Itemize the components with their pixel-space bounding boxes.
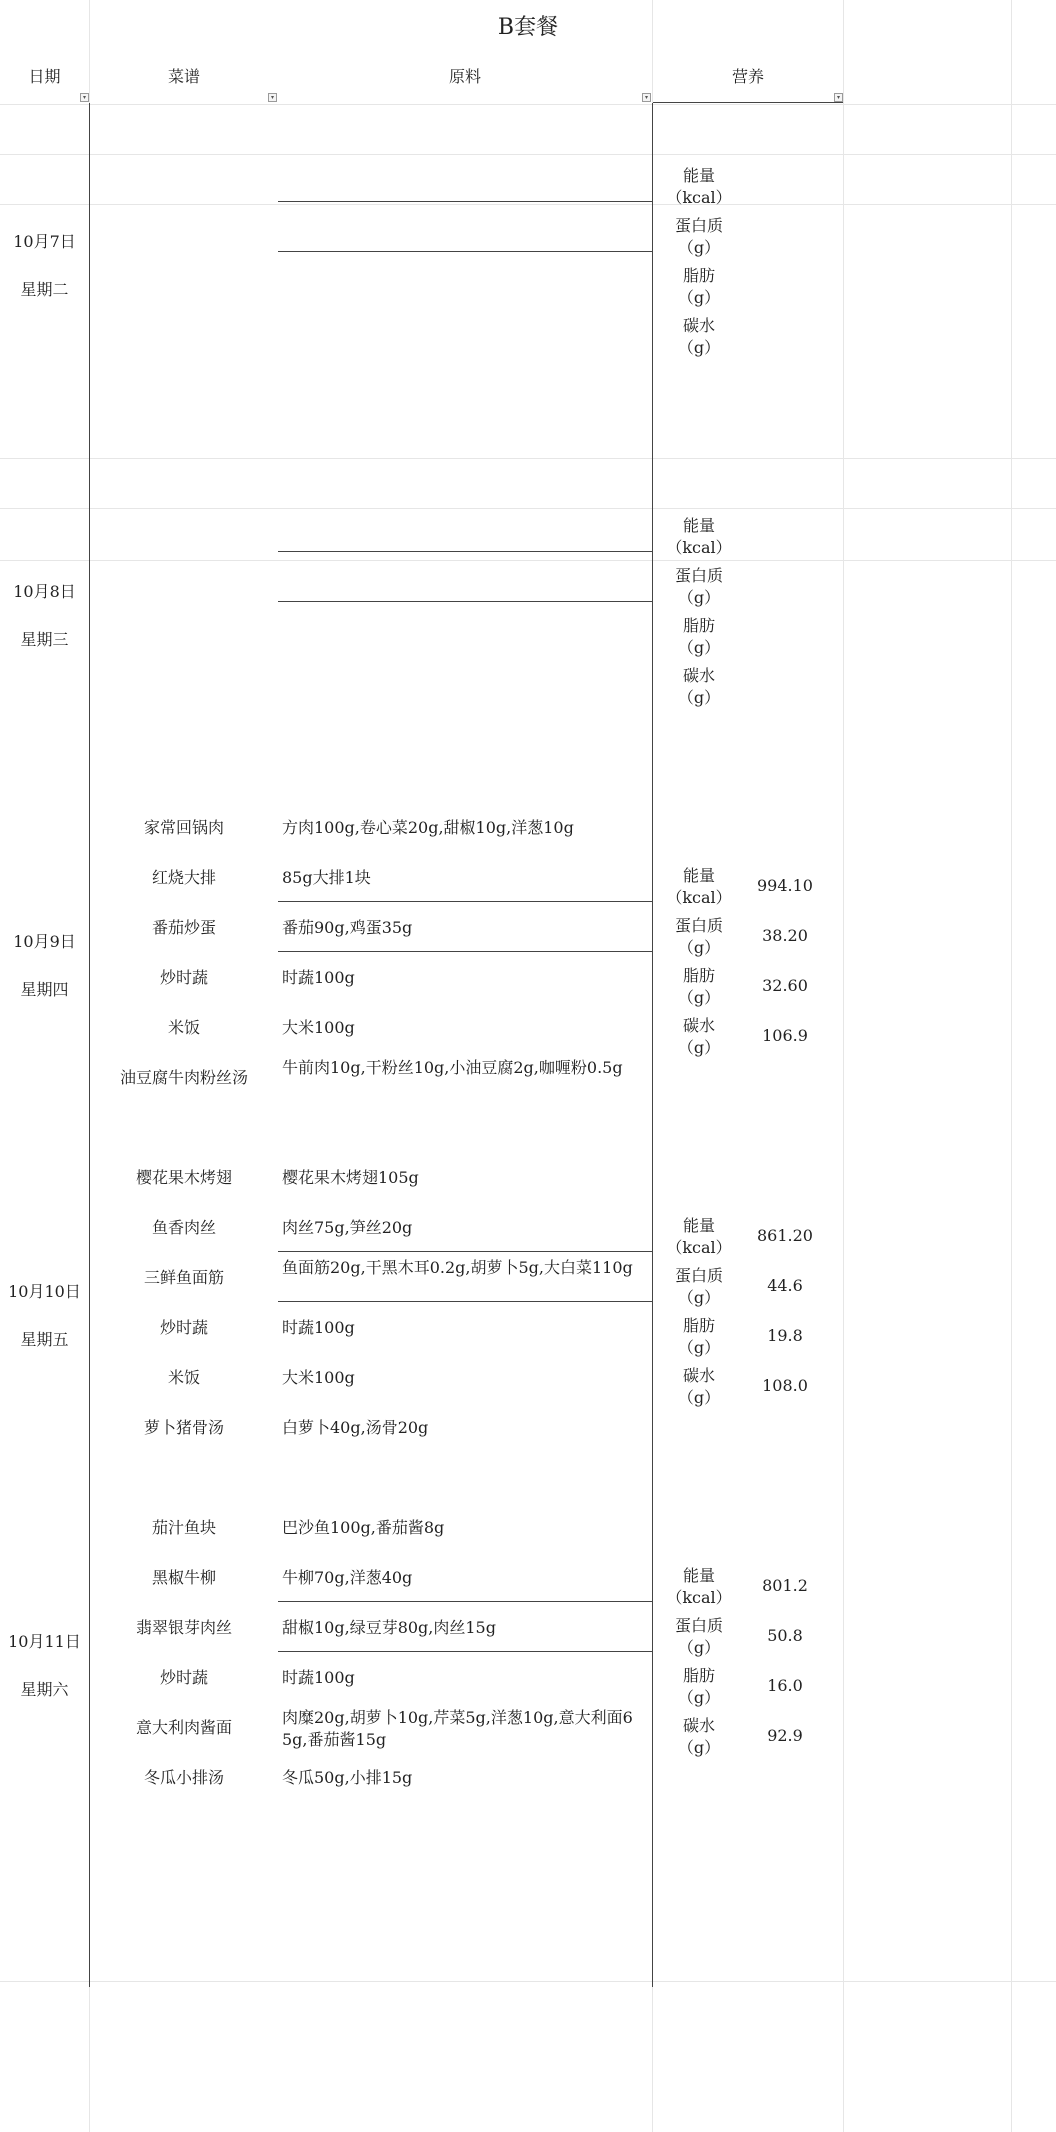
nutrition-unit: （g） — [677, 588, 721, 607]
header-date: 日期 — [28, 67, 61, 86]
dish-name: 家常回锅肉 — [143, 818, 224, 837]
nutrition-value-protein: 44.6 — [767, 1276, 803, 1295]
dish-ingredients: 时蔬100g — [282, 1668, 355, 1687]
row-divider — [278, 1301, 652, 1302]
nutrition-value-protein: 38.20 — [762, 926, 808, 945]
dish-ingredients: 时蔬100g — [282, 968, 355, 987]
header-nutrition: 营养 — [731, 67, 764, 86]
nutrition-label-fat: 脂肪 — [682, 1316, 715, 1335]
dish-name: 鱼香肉丝 — [151, 1218, 216, 1237]
dish-name: 樱花果木烤翅 — [135, 1168, 232, 1187]
weekday-label: 星期三 — [20, 630, 69, 649]
dish-ingredients: 时蔬100g — [282, 1318, 355, 1337]
nutrition-label-carbs: 碳水 — [682, 1366, 715, 1385]
nutrition-unit: （g） — [677, 238, 721, 257]
nutrition-value-protein: 50.8 — [767, 1626, 803, 1645]
nutrition-value-carbs: 106.9 — [762, 1026, 808, 1045]
nutrition-unit: （g） — [677, 988, 721, 1007]
date-label: 10月10日 — [8, 1282, 81, 1301]
nutrition-unit: （g） — [677, 288, 721, 307]
dish-name: 翡翠银芽肉丝 — [135, 1618, 232, 1637]
dish-name: 意大利肉酱面 — [135, 1718, 232, 1737]
dish-name: 炒时蔬 — [159, 1668, 208, 1687]
dish-ingredients: 白萝卜40g,汤骨20g — [282, 1418, 429, 1437]
row-divider — [278, 251, 652, 252]
dish-name: 茄汁鱼块 — [151, 1518, 216, 1537]
nutrition-label-protein: 蛋白质 — [674, 1616, 723, 1635]
grid-line — [0, 1981, 1056, 1982]
nutrition-label-carbs: 碳水 — [682, 666, 715, 685]
grid-line — [0, 560, 1056, 561]
dish-name: 三鲜鱼面筋 — [143, 1268, 224, 1287]
nutrition-unit: （kcal） — [666, 538, 732, 557]
dish-name: 炒时蔬 — [159, 968, 208, 987]
nutrition-label-protein: 蛋白质 — [674, 916, 723, 935]
row-divider — [278, 601, 652, 602]
nutrition-value-carbs: 92.9 — [767, 1726, 803, 1745]
nutrition-unit: （g） — [677, 1038, 721, 1057]
nutrition-label-energy: 能量 — [682, 866, 715, 885]
grid-line — [0, 204, 1056, 205]
dish-ingredients: 牛前肉10g,干粉丝10g,小油豆腐2g,咖喱粉0.5g — [282, 1058, 623, 1077]
row-divider — [278, 201, 652, 202]
dish-name: 红烧大排 — [151, 868, 216, 887]
dish-ingredients: 牛柳70g,洋葱40g — [282, 1568, 413, 1587]
dish-ingredients: 番茄90g,鸡蛋35g — [282, 918, 413, 937]
filter-dropdown-icon[interactable]: ▾ — [80, 93, 89, 102]
header-menu: 菜谱 — [167, 67, 200, 86]
nutrition-value-fat: 16.0 — [767, 1676, 803, 1695]
nutrition-label-fat: 脂肪 — [682, 966, 715, 985]
column-divider — [89, 103, 90, 453]
nutrition-label-protein: 蛋白质 — [674, 1266, 723, 1285]
nutrition-label-fat: 脂肪 — [682, 1666, 715, 1685]
nutrition-unit: （kcal） — [666, 1588, 732, 1607]
nutrition-unit: （g） — [677, 1338, 721, 1357]
date-label: 10月9日 — [13, 932, 76, 951]
nutrition-value-fat: 32.60 — [762, 976, 808, 995]
nutrition-label-carbs: 碳水 — [682, 1016, 715, 1035]
nutrition-unit: （g） — [677, 938, 721, 957]
nutrition-unit: （g） — [677, 1738, 721, 1757]
grid-line — [0, 508, 1056, 509]
nutrition-label-protein: 蛋白质 — [674, 566, 723, 585]
grid-line — [0, 154, 1056, 155]
nutrition-value-carbs: 108.0 — [762, 1376, 808, 1395]
filter-dropdown-icon[interactable]: ▾ — [834, 93, 843, 102]
date-label: 10月8日 — [13, 582, 76, 601]
dish-name: 炒时蔬 — [159, 1318, 208, 1337]
filter-dropdown-icon[interactable]: ▾ — [268, 93, 277, 102]
dish-ingredients: 鱼面筋20g,干黑木耳0.2g,胡萝卜5g,大白菜110g — [282, 1258, 633, 1277]
grid-line — [1011, 0, 1012, 2132]
grid-line — [0, 104, 1056, 105]
nutrition-unit: （g） — [677, 638, 721, 657]
nutrition-unit: （g） — [677, 1288, 721, 1307]
nutrition-value-energy: 994.10 — [757, 876, 813, 895]
nutrition-label-carbs: 碳水 — [682, 1716, 715, 1735]
nutrition-unit: （g） — [677, 1388, 721, 1407]
header-ingredients: 原料 — [448, 67, 481, 86]
nutrition-unit: （g） — [677, 1638, 721, 1657]
nutrition-label-fat: 脂肪 — [682, 266, 715, 285]
nutrition-label-protein: 蛋白质 — [674, 216, 723, 235]
row-divider — [278, 551, 652, 552]
nutrition-unit: （kcal） — [666, 1238, 732, 1257]
column-divider — [89, 1853, 90, 1987]
nutrition-label-carbs: 碳水 — [682, 316, 715, 335]
dish-name: 番茄炒蛋 — [151, 918, 216, 937]
dish-name: 油豆腐牛肉粉丝汤 — [119, 1068, 248, 1087]
header-divider — [653, 102, 843, 103]
nutrition-unit: （kcal） — [666, 888, 732, 907]
weekday-label: 星期二 — [20, 280, 69, 299]
dish-name: 米饭 — [167, 1018, 200, 1037]
nutrition-label-fat: 脂肪 — [682, 616, 715, 635]
dish-ingredients: 方肉100g,卷心菜20g,甜椒10g,洋葱10g — [282, 818, 574, 837]
weekday-label: 星期六 — [20, 1680, 69, 1699]
nutrition-unit: （g） — [677, 688, 721, 707]
nutrition-unit: （g） — [677, 338, 721, 357]
dish-name: 黑椒牛柳 — [151, 1568, 216, 1587]
weekday-label: 星期四 — [20, 980, 69, 999]
page-title: B套餐 — [497, 15, 559, 40]
nutrition-value-energy: 861.20 — [757, 1226, 813, 1245]
nutrition-value-energy: 801.2 — [762, 1576, 808, 1595]
dish-ingredients: 大米100g — [282, 1018, 355, 1037]
date-label: 10月11日 — [8, 1632, 81, 1651]
dish-ingredients: 樱花果木烤翅105g — [282, 1168, 419, 1187]
dish-ingredients: 肉丝75g,笋丝20g — [282, 1218, 413, 1237]
dish-ingredients: 甜椒10g,绿豆芽80g,肉丝15g — [282, 1618, 496, 1637]
nutrition-unit: （kcal） — [666, 188, 732, 207]
weekday-label: 星期五 — [20, 1330, 69, 1349]
nutrition-label-energy: 能量 — [682, 1216, 715, 1235]
nutrition-label-energy: 能量 — [682, 516, 715, 535]
dish-ingredients: 肉糜20g,胡萝卜10g,芹菜5g,洋葱10g,意大利面65g,番茄酱15g — [282, 1708, 633, 1749]
column-divider — [652, 1853, 653, 1987]
dish-name: 米饭 — [167, 1368, 200, 1387]
dish-ingredients: 85g大排1块 — [282, 868, 371, 887]
column-divider — [89, 453, 90, 803]
dish-name: 冬瓜小排汤 — [143, 1768, 224, 1787]
date-label: 10月7日 — [13, 232, 76, 251]
dish-ingredients: 冬瓜50g,小排15g — [282, 1768, 413, 1787]
grid-line — [0, 458, 1056, 459]
dish-ingredients: 巴沙鱼100g,番茄酱8g — [282, 1518, 445, 1537]
filter-dropdown-icon[interactable]: ▾ — [642, 93, 651, 102]
dish-name: 萝卜猪骨汤 — [143, 1418, 224, 1437]
grid-line — [843, 0, 844, 2132]
dish-ingredients: 大米100g — [282, 1368, 355, 1387]
nutrition-unit: （g） — [677, 1688, 721, 1707]
nutrition-label-energy: 能量 — [682, 166, 715, 185]
nutrition-label-energy: 能量 — [682, 1566, 715, 1585]
nutrition-value-fat: 19.8 — [767, 1326, 803, 1345]
